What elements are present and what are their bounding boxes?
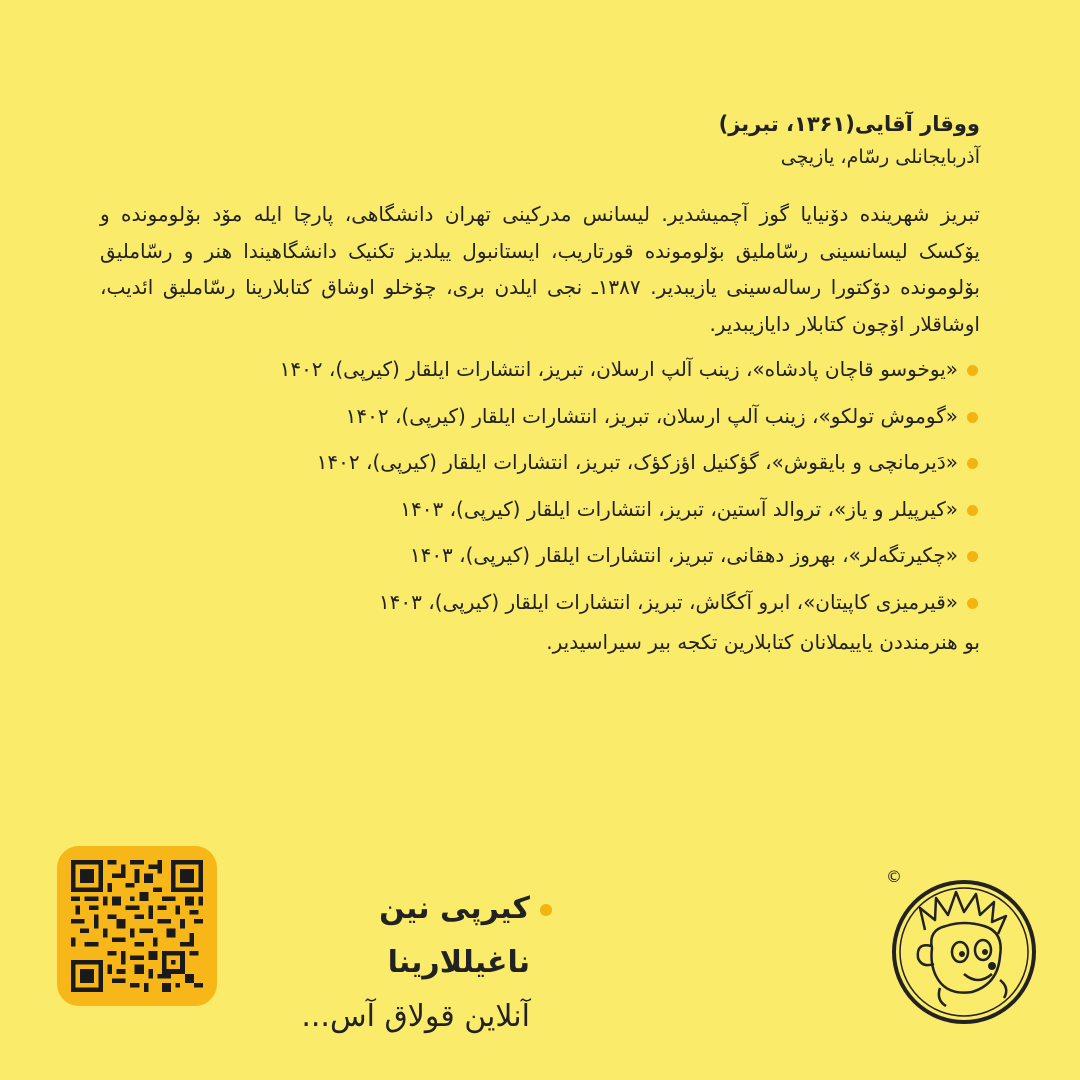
author-name: ووقار آقایی(۱۳۶۱، تبریز) (718, 112, 980, 136)
book-list (100, 346, 980, 625)
author-role: آذربایجانلی رسّام، یازیچی (780, 146, 980, 168)
bullet-icon (967, 505, 978, 516)
bullet-icon (967, 551, 978, 562)
book-item: «گوموش تولکو»، زینب آلپ ارسلان، تبریز، انتشارات ایلقار (کیرپی)، ۱۴۰۲ (100, 393, 980, 440)
qr-code-icon[interactable] (71, 860, 203, 992)
author-info (100, 108, 980, 659)
bullet-icon (967, 458, 978, 469)
author-bio: تبریز شهرینده دۆنیایا گوز آچمیشدیر. لیسانس مدرکینی تهران دانشگاهی، پارچا ایله مۆد بۆلومونده و یۆکسک لیسانسینی رسّاملیق بۆلومونده قورتاریب، ایستانبول ییلدیز تکنیک دانشگاهیندا هنر و رسّاملیق بۆلومونده دۆکتورا رساله‌سینی یازیبدیر. ۱۳۸۷ـ نجی ایلدن بری، چۆخلو اوشاق کتابلارینا رسّاملیق ائدیب، اوشاقلار اۆچون کتابلار دایازیبدیر. (100, 202, 980, 336)
bullet-icon (967, 365, 978, 376)
book-item: «یوخوسو قاچان پادشاه»، زینب آلپ ارسلان، تبریز، انتشارات ایلقار (کیرپی)، ۱۴۰۲ (100, 346, 980, 393)
bullet-icon (967, 598, 978, 609)
bullet-icon (967, 412, 978, 423)
book-item: «کیرپیلر و یاز»، تروالد آستین، تبریز، انتشارات ایلقار (کیرپی)، ۱۴۰۳ (100, 486, 980, 533)
book-item: «قیرمیزی کاپیتان»، ابرو آکگاش، تبریز، انتشارات ایلقار (کیرپی)، ۱۴۰۳ (100, 579, 980, 626)
listen-online-callout (232, 882, 552, 1044)
svg-text:©: © (886, 867, 902, 886)
bullet-icon (540, 904, 552, 916)
cta-line-2: آنلاین قولاق آس... (301, 999, 530, 1034)
hedgehog-logo-icon (880, 860, 1050, 1030)
cta-line-1: کیرپی نین ناغیللارینا (232, 882, 552, 990)
book-item: «دَیرمانچی و بایقوش»، گؤکنیل اؤزکؤک، تبریز، انتشارات ایلقار (کیرپی)، ۱۴۰۲ (100, 439, 980, 486)
qr-card[interactable] (57, 846, 217, 1006)
book-item: «چکیرتگه‌لر»، بهروز دهقانی، تبریز، انتشارات ایلقار (کیرپی)، ۱۴۰۳ (100, 532, 980, 579)
closing-note: بو هنرمنددن یاییملانان کتابلارین تکجه بیر سیراسیدیر. (546, 630, 980, 654)
